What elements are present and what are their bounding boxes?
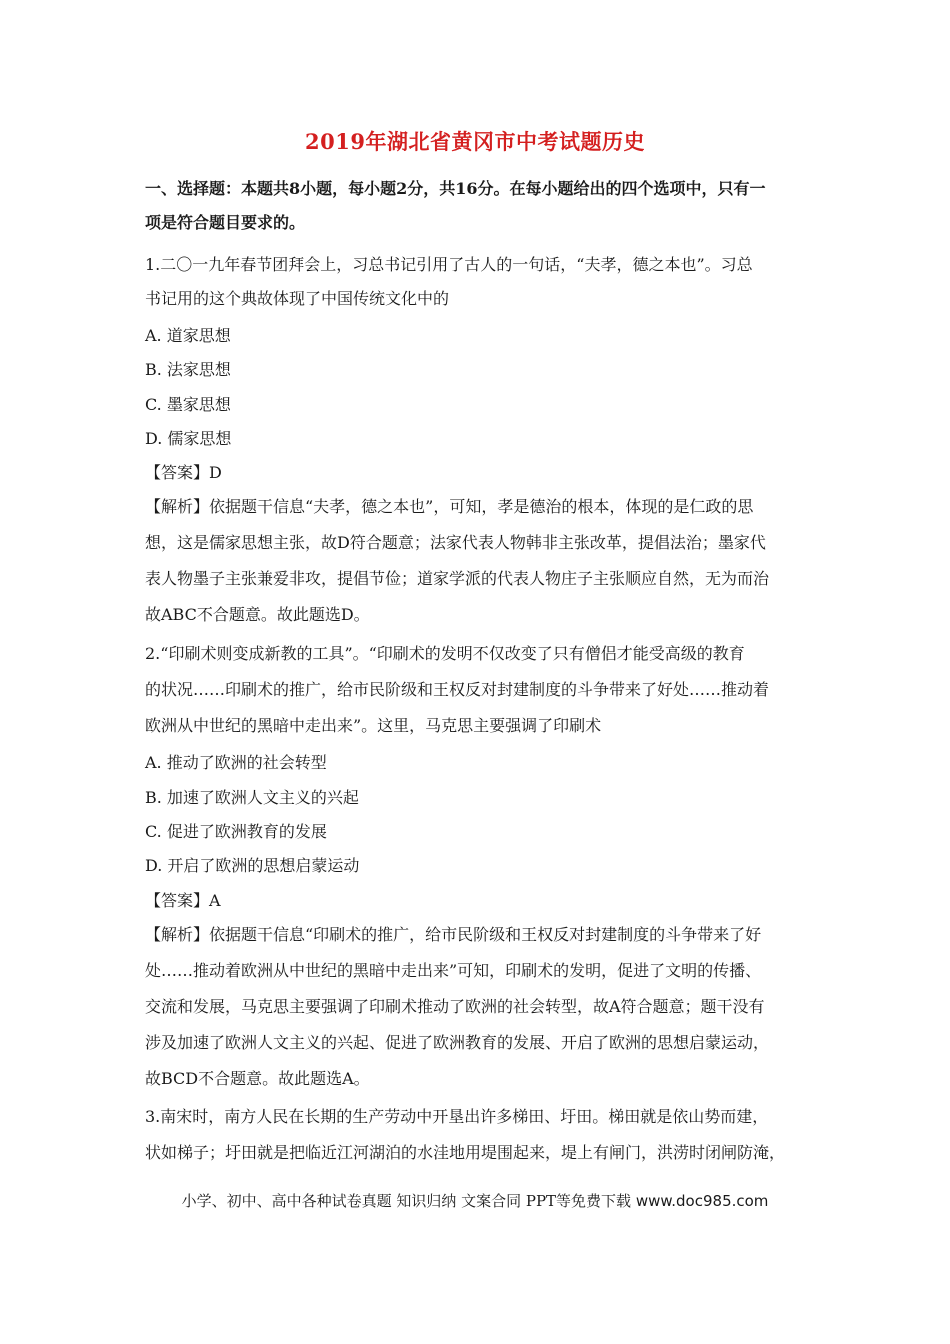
q3-stem-line-2: 状如梯子；圩田就是把临近江河湖泊的水洼地用堤围起来，堤上有闸门，洪涝时闭闸防淹， (145, 1143, 786, 1162)
q2-option-a: A. 推动了欧洲的社会转型 (145, 753, 327, 772)
q2-option-b: B. 加速了欧洲人文主义的兴起 (145, 788, 359, 807)
q2-analysis-line-4: 涉及加速了欧洲人文主义的兴起、促进了欧洲教育的发展、开启了欧洲的思想启蒙运动， (145, 1033, 770, 1052)
q1-option-a: A. 道家思想 (145, 326, 231, 345)
q2-analysis-line-1: 【解析】依据题干信息“印刷术的推广，给市民阶级和王权反对封建制度的斗争带来了好 (145, 925, 762, 944)
section-heading-line-2: 项是符合题目要求的。 (145, 213, 306, 232)
q1-analysis-line-3: 表人物墨子主张兼爱非攻，提倡节俭；道家学派的代表人物庄子主张顺应自然，无为而治 (145, 569, 770, 588)
q2-option-d: D. 开启了欧洲的思想启蒙运动 (145, 856, 360, 875)
q2-stem-line-1: 2.“印刷术则变成新教的工具”。“印刷术的发明不仅改变了只有僧侣才能受高级的教育 (145, 644, 745, 663)
page-footer (0, 1190, 950, 1211)
q1-option-b: B. 法家思想 (145, 360, 231, 379)
q2-option-c: C. 促进了欧洲教育的发展 (145, 822, 327, 841)
q1-stem-line-1: 1.二〇一九年春节团拜会上，习总书记引用了古人的一句话，“夫孝，德之本也”。习总 (145, 255, 753, 274)
q1-analysis-line-2: 想，这是儒家思想主张，故D符合题意；法家代表人物韩非主张改革，提倡法治；墨家代 (145, 533, 766, 552)
q3-stem-line-1: 3.南宋时，南方人民在长期的生产劳动中开垦出许多梯田、圩田。梯田就是依山势而建， (145, 1107, 769, 1126)
footer-text: 小学、初中、高中各种试卷真题 知识归纳 文案合同 PPT等免费下载 (181, 1192, 632, 1210)
q2-stem-line-3: 欧洲从中世纪的黑暗中走出来”。这里，马克思主要强调了印刷术 (145, 716, 602, 735)
q1-option-c: C. 墨家思想 (145, 395, 231, 414)
q2-analysis-line-5: 故BCD不合题意。故此题选A。 (145, 1069, 370, 1088)
q2-analysis-line-2: 处……推动着欧洲从中世纪的黑暗中走出来”可知，印刷术的发明，促进了文明的传播、 (145, 961, 762, 980)
q1-answer: 【答案】D (145, 463, 222, 482)
q2-analysis-line-3: 交流和发展，马克思主要强调了印刷术推动了欧洲的社会转型，故A符合题意；题干没有 (145, 997, 765, 1016)
q1-stem-line-2: 书记用的这个典故体现了中国传统文化中的 (145, 289, 450, 308)
q2-answer: 【答案】A (145, 891, 221, 910)
footer-link[interactable]: www.doc985.com (635, 1192, 769, 1210)
q1-analysis-line-1: 【解析】依据题干信息“夫孝，德之本也”，可知，孝是德治的根本，体现的是仁政的思 (145, 497, 754, 516)
q1-option-d: D. 儒家思想 (145, 429, 232, 448)
q1-analysis-line-4: 故ABC不合题意。故此题选D。 (145, 605, 370, 624)
q2-stem-line-2: 的状况……印刷术的推广，给市民阶级和王权反对封建制度的斗争带来了好处……推动着 (145, 680, 770, 699)
document-title: 2019年湖北省黄冈市中考试题历史 (305, 129, 645, 154)
section-heading-line-1: 一、选择题：本题共8小题，每小题2分，共16分。在每小题给出的四个选项中，只有一 (145, 179, 766, 198)
